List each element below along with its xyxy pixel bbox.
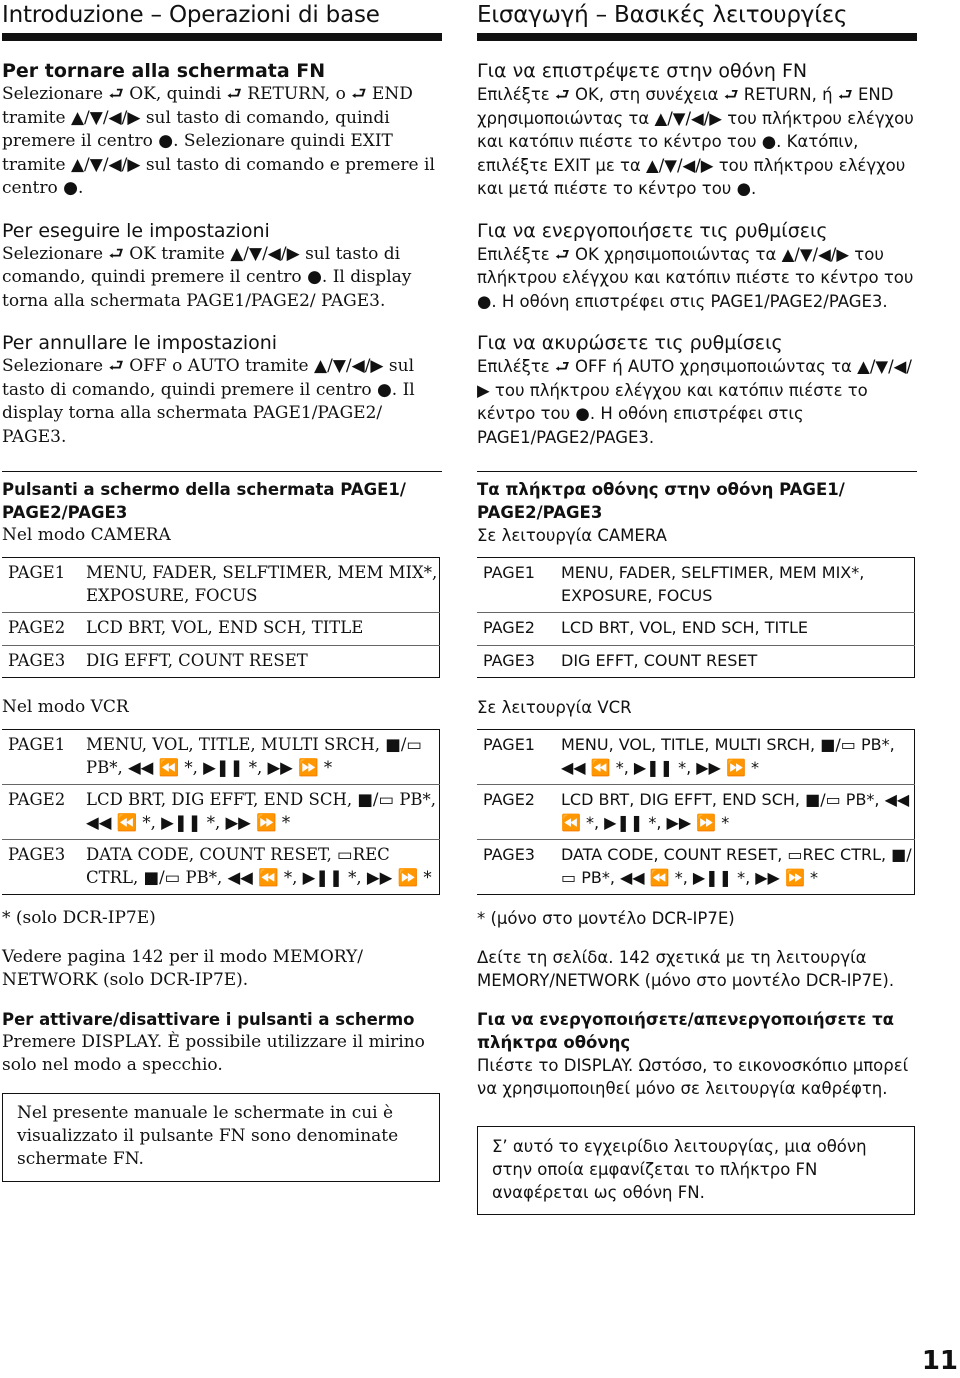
italian-column	[2, 0, 442, 1182]
page-key: PAGE3	[8, 845, 66, 864]
section-title: Για να ενεργοποιήσετε τις ρυθμίσεις	[477, 219, 828, 242]
section-title: Για να ακυρώσετε τις ρυθμίσεις	[477, 332, 783, 354]
page-key: PAGE3	[8, 650, 66, 670]
page-items: DIG EFFT, COUNT RESET	[86, 650, 308, 670]
vcr-table	[2, 729, 440, 895]
toggle-body: Πιέστε το DISPLAY. Ωστόσο, το εικονοσκόπιο μπορεί να χρησιμοποιηθεί μόνο σε λειτουργία καθρέφτη.	[477, 1056, 909, 1098]
section-body: Selezionare ⮐ OFF o AUTO tramite ▲/▼/◀/▶ sul tasto di comando, quindi premere il centro ●. Il display torna alla schermata PAGE1/PAGE2/ PAGE3.	[2, 356, 415, 447]
page-key: PAGE1	[477, 558, 555, 613]
page-items: MENU, FADER, SELFTIMER, MEM MIX*, EXPOSURE, FOCUS	[555, 558, 915, 613]
toggle-body: Premere DISPLAY. È possibile utilizzare il mirino solo nel modo a specchio.	[2, 1032, 425, 1075]
vcr-mode-label: Σε λειτουργία VCR	[477, 698, 632, 717]
section-body: Επιλέξτε ⮐ OK χρησιμοποιώντας τα ▲/▼/◀/▶ του πλήκτρου ελέγχου και κατόπιν πιέστε το κέντρο του ●. Η οθόνη επιστρέφει στις PAGE1/PAGE2/PAGE3.	[477, 244, 914, 311]
page-key: PAGE1	[477, 730, 555, 785]
page-key: PAGE2	[477, 613, 555, 646]
section-apply-settings	[2, 219, 442, 314]
section-body: Selezionare ⮐ OK, quindi ⮐ RETURN, o ⮐ END tramite ▲/▼/◀/▶ sul tasto di comando, quindi premere il centro ●. Selezionare quindi EXIT tramite ▲/▼/◀/▶ sul tasto di comando e premere il centro ●.	[2, 84, 435, 198]
table-row	[477, 613, 915, 646]
section-return-fn	[2, 59, 442, 201]
table-row	[2, 613, 440, 646]
camera-mode-label: Σε λειτουργία CAMERA	[477, 526, 667, 545]
page-items: DATA CODE, COUNT RESET, ▭REC CTRL, ■/▭ PB*, ◀◀ ⏪ *, ▶❚❚ *, ▶▶ ⏩ *	[561, 845, 912, 887]
page-items: LCD BRT, VOL, END SCH, TITLE	[555, 613, 915, 646]
section-body: Επιλέξτε ⮐ OK, στη συνέχεια ⮐ RETURN, ή ⮐ END χρησιμοποιώντας τα ▲/▼/◀/▶ του πλήκτρου ελέγχου και κατόπιν πιέστε το κέντρο του ●. Κατόπιν, επιλέξτε EXIT με τα ▲/▼/◀/▶ του πλήκτρου ελέγχου και μετά πιέστε το κέντρο του ●.	[477, 85, 914, 198]
table-row	[2, 730, 440, 785]
buttons-section	[2, 471, 442, 1182]
page-items: MENU, FADER, SELFTIMER, MEM MIX*, EXPOSURE, FOCUS	[80, 558, 440, 613]
page-items: DATA CODE, COUNT RESET, ▭REC CTRL, ■/▭ PB*, ◀◀ ⏪ *, ▶❚❚ *, ▶▶ ⏩ *	[86, 845, 432, 887]
page-key: PAGE2	[2, 613, 80, 646]
header-rule	[477, 33, 917, 41]
vcr-table	[477, 729, 915, 895]
buttons-title: Τα πλήκτρα οθόνης στην οθόνη PAGE1/ PAGE2/PAGE3	[477, 480, 845, 522]
table-row	[2, 558, 440, 613]
page-items: MENU, VOL, TITLE, MULTI SRCH, ■/▭ PB*, ◀◀ ⏪ *, ▶❚❚ *, ▶▶ ⏩ *	[555, 730, 915, 785]
page-items: MENU, VOL, TITLE, MULTI SRCH, ■/▭ PB*, ◀◀ ⏪ *, ▶❚❚ *, ▶▶ ⏩ *	[80, 730, 440, 785]
page-title: Εισαγωγή – Βασικές λειτουργίες	[477, 2, 848, 28]
page-items: LCD BRT, DIG EFFT, END SCH, ■/▭ PB*, ◀◀ ⏪ *, ▶❚❚ *, ▶▶ ⏩ *	[80, 785, 440, 840]
header-rule	[2, 33, 442, 41]
greek-column	[477, 0, 917, 1215]
section-return-fn	[477, 59, 917, 201]
camera-table	[477, 557, 915, 678]
camera-table	[2, 557, 440, 678]
page-items: DIG EFFT, COUNT RESET	[561, 650, 758, 670]
page-key: PAGE1	[2, 730, 80, 785]
table-row	[477, 645, 915, 678]
page-key: PAGE2	[2, 785, 80, 840]
see-page-note: Δείτε τη σελίδα. 142 σχετικά με τη λειτουργία MEMORY/NETWORK (μόνο στο μοντέλο DCR-IP7E).	[477, 948, 895, 990]
fn-note-box: Σ’ αυτό το εγχειρίδιο λειτουργίας, μια οθόνη στην οποία εμφανίζεται το πλήκτρο FN αναφέρεται ως οθόνη FN.	[477, 1126, 915, 1215]
page-key: PAGE3	[483, 650, 535, 670]
section-body: Selezionare ⮐ OK tramite ▲/▼/◀/▶ sul tasto di comando, quindi premere il centro ●. Il display torna alla schermata PAGE1/PAGE2/ PAGE3.	[2, 243, 412, 311]
section-title: Per annullare le impostazioni	[2, 332, 278, 354]
page-title: Introduzione – Operazioni di base	[2, 2, 380, 28]
buttons-section	[477, 471, 917, 1215]
page-items: LCD BRT, DIG EFFT, END SCH, ■/▭ PB*, ◀◀ ⏪ *, ▶❚❚ *, ▶▶ ⏩ *	[555, 785, 915, 840]
page-number: 11	[921, 1346, 958, 1376]
toggle-title: Per attivare/disattivare i pulsanti a schermo	[2, 1010, 415, 1029]
fn-note-box: Nel presente manuale le schermate in cui è visualizzato il pulsante FN sono denominate schermate FN.	[2, 1093, 440, 1182]
camera-mode-label: Nel modo CAMERA	[2, 525, 171, 545]
section-title: Per eseguire le impostazioni	[2, 219, 270, 242]
section-cancel-settings	[2, 331, 442, 449]
table-row	[2, 840, 440, 895]
section-title: Για να επιστρέψετε στην οθόνη FN	[477, 60, 808, 82]
table-row	[477, 785, 915, 840]
footnote: * (solo DCR-IP7E)	[2, 908, 156, 928]
section-body: Επιλέξτε ⮐ OFF ή AUTO χρησιμοποιώντας τα ▲/▼/◀/▶ του πλήκτρου ελέγχου και κατόπιν πιέστε το κέντρο του ●. Η οθόνη επιστρέφει στις PAGE1/PAGE2/PAGE3.	[477, 357, 912, 447]
section-cancel-settings	[477, 331, 917, 449]
section-apply-settings	[477, 219, 917, 314]
see-page-note: Vedere pagina 142 per il modo MEMORY/ NETWORK (solo DCR-IP7E).	[2, 947, 364, 990]
page-items: LCD BRT, VOL, END SCH, TITLE	[80, 613, 440, 646]
page-key: PAGE1	[2, 558, 80, 613]
table-row	[477, 840, 915, 895]
table-row	[2, 645, 440, 678]
toggle-title: Για να ενεργοποιήσετε/απενεργοποιήσετε τα πλήκτρα οθόνης	[477, 1010, 894, 1052]
table-row	[2, 785, 440, 840]
footnote: * (μόνο στο μοντέλο DCR-IP7E)	[477, 909, 735, 928]
table-row	[477, 558, 915, 613]
table-row	[477, 730, 915, 785]
page-key: PAGE2	[477, 785, 555, 840]
vcr-mode-label: Nel modo VCR	[2, 697, 129, 717]
buttons-title: Pulsanti a schermo della schermata PAGE1/ PAGE2/PAGE3	[2, 480, 406, 522]
section-title: Per tornare alla schermata FN	[2, 60, 326, 82]
page-key: PAGE3	[483, 845, 535, 864]
